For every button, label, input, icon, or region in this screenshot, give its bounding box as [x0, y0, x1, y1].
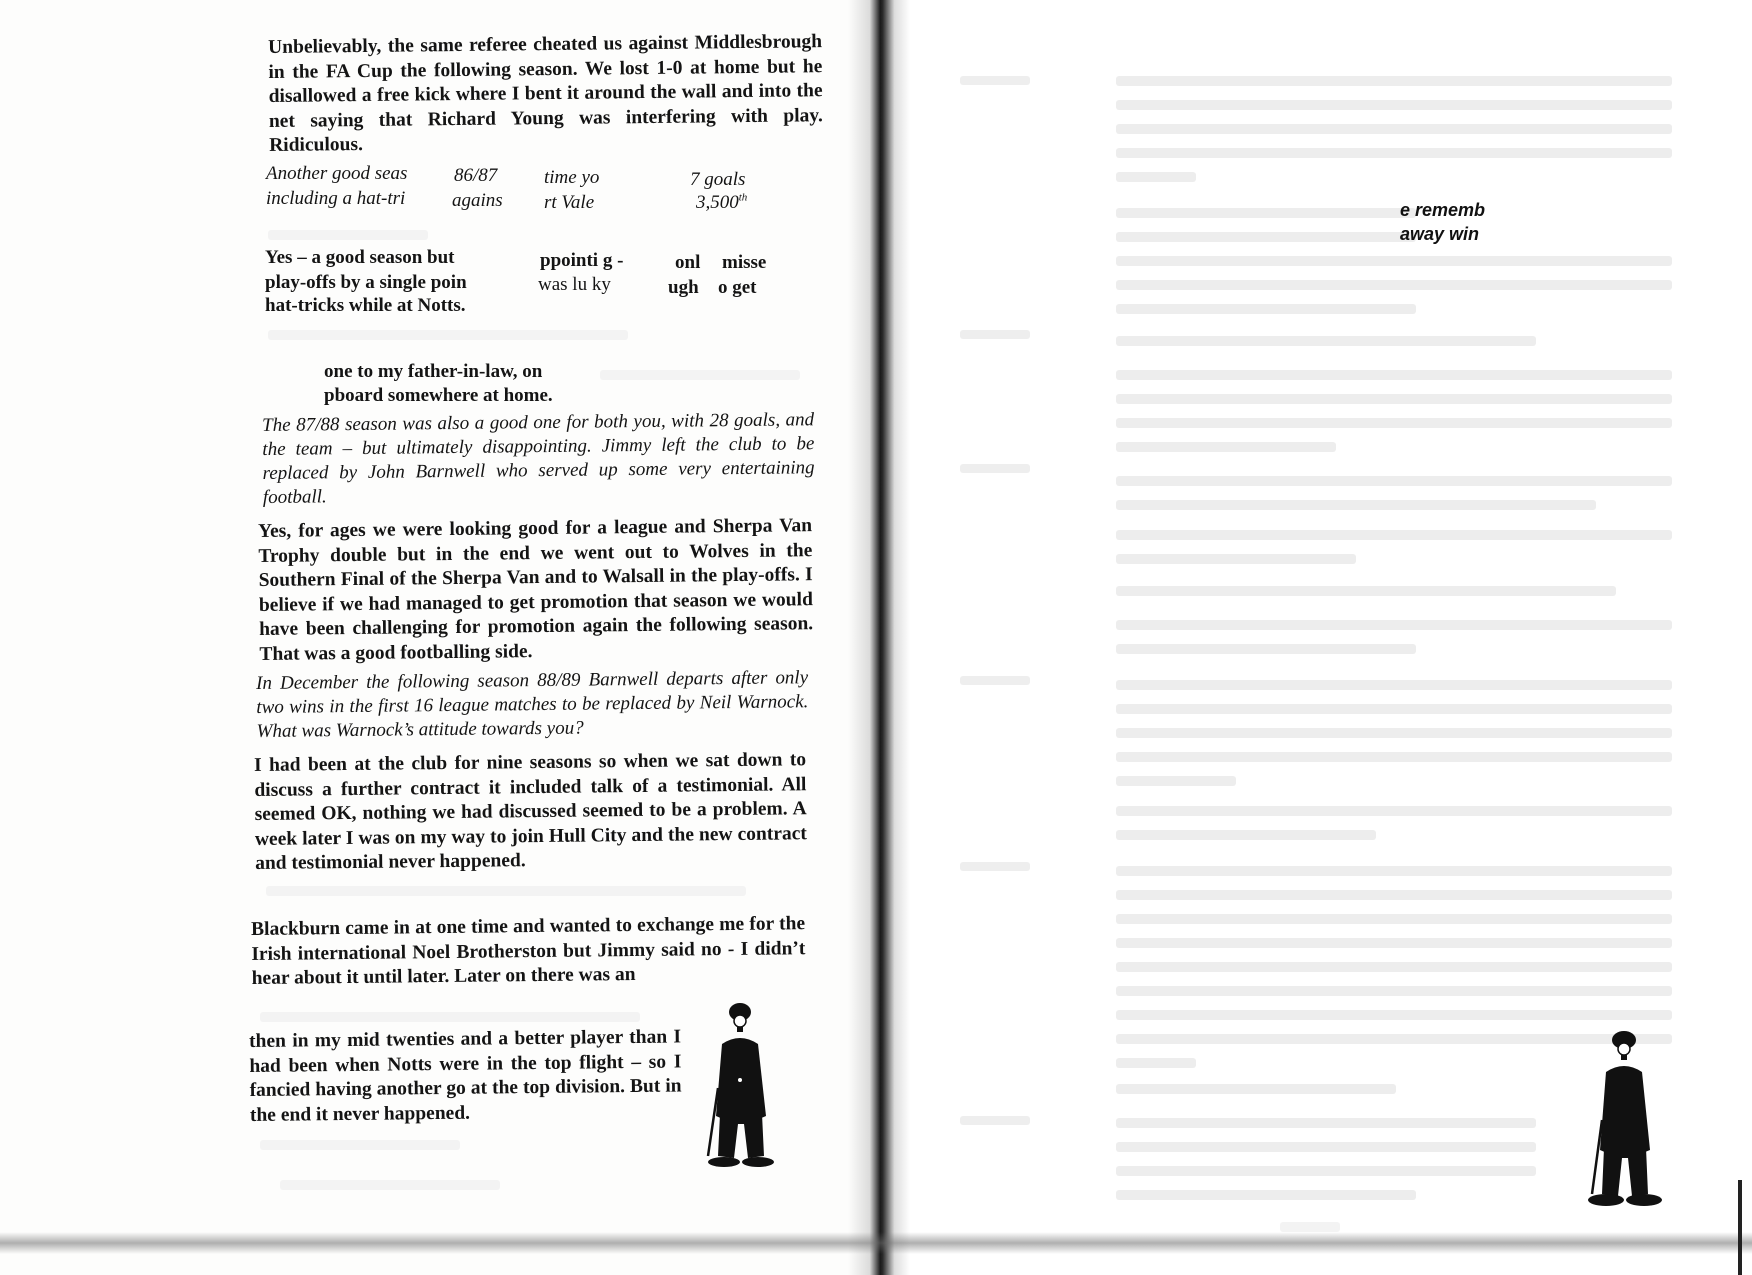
- answer-hull-city: I had been at the club for nine seasons so when we sat down to discuss a further contract it included talk of a testimonial. All seemed OK, nothing we had discussed seemed to be a problem. A week later I was on my way to join Hull City and the new contract and testimonial never happened.: [254, 749, 807, 874]
- ghost-text-fragment: e rememb: [1400, 200, 1486, 220]
- question-fragment: 86/87: [454, 165, 498, 186]
- ghost-text-fragment: away win: [1400, 224, 1480, 244]
- question-fragment: agains: [452, 190, 503, 211]
- question-warnock: In December the following season 88/89 Barnwell departs after only two wins in the first 16 league matches to be replaced by Neil Warnock. What was Warnock’s attitude towards you?: [256, 667, 809, 742]
- page-bottom-edge: [0, 1232, 1752, 1254]
- answer-fragment: Yes – a good season but: [265, 247, 455, 268]
- question-fragment: including a hat-tri: [266, 188, 406, 209]
- answer-referee-paragraph: Unbelievably, the same referee cheated us against Middlesbrough in the FA Cup the following season. We lost 1-0 at home but he disallowed a free kick where I bent it around the wall and into the net saying that Richard Young was interfering with play. Ridiculous.: [268, 31, 823, 156]
- answer-fragment: ppointi g -: [540, 250, 624, 271]
- question-fragment: 7 goals: [690, 169, 746, 190]
- answer-fragment: one to my father-in-law, on: [324, 361, 543, 382]
- tramp-figure-icon: [696, 996, 796, 1180]
- tramp-figure-icon: [1580, 1024, 1680, 1220]
- answer-fragment: ugh: [668, 277, 699, 298]
- question-fragment: 3,500th: [696, 191, 748, 213]
- answer-fragment: misse: [722, 252, 767, 273]
- answer-fragment: was lu ky: [538, 274, 611, 295]
- question-fragment: Another good seas: [266, 163, 408, 184]
- answer-fragment: play-offs by a single poin: [265, 272, 467, 293]
- page-right-edge: [1738, 1180, 1742, 1275]
- question-fragment: time yo: [544, 167, 600, 188]
- answer-fragment: onl: [675, 252, 701, 273]
- answer-fragment: hat-tricks while at Notts.: [265, 295, 466, 316]
- answer-top-division: then in my mid twenties and a better player than I had been when Notts were in the top flight – so I fancied having another go at the top division. But in the end it never happened.: [249, 1026, 682, 1126]
- right-page: [880, 0, 1752, 1275]
- question-87-88-season: The 87/88 season was also a good one for both you, with 28 goals, and the team – but ultimately disappointing. Jimmy left the club to be replaced by John Barnwell who served up some very entertaining football.: [262, 409, 815, 508]
- question-fragment: rt Vale: [544, 192, 595, 213]
- answer-sherpa-van: Yes, for ages we were looking good for a league and Sherpa Van Trophy double but in the end we went out to Wolves in the Southern Final of the Sherpa Van and to Walsall in the play-offs. I believe if we had managed to get promotion that season we would have been challenging for promotion again the following season. That was a good footballing side.: [258, 515, 814, 665]
- superscript-th: th: [738, 191, 748, 204]
- book-gutter: [848, 0, 910, 1275]
- answer-blackburn: Blackburn came in at one time and wanted to exchange me for the Irish international Noel Brotherston but Jimmy said no - I didn’t hear about it until later. Later on there was an: [251, 913, 806, 989]
- answer-fragment: pboard somewhere at home.: [324, 385, 553, 406]
- answer-fragment: o get: [718, 277, 757, 298]
